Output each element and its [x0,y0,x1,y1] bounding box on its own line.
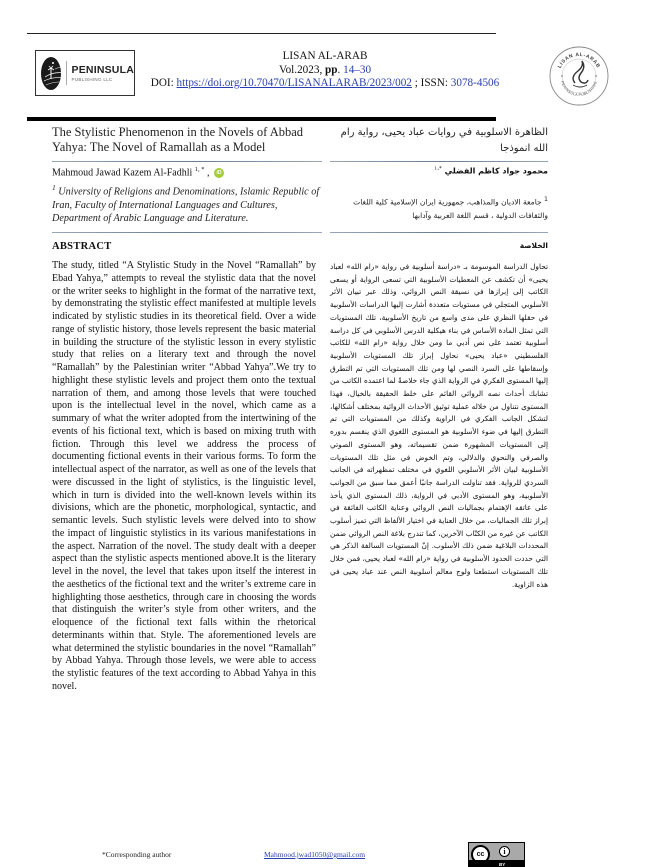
affiliation-text-en: University of Religions and Denominations, Islamic Republic of Iran, Faculty of International Languages and Cultures, Department of Arabic Language and Literature. [52,186,320,225]
author-name-en: Mahmoud Jawad Kazem Al-Fadhli [52,167,193,179]
publisher-name: PENINSULA [71,64,134,76]
pages-dot: . [337,63,344,76]
title-divider-en [52,161,322,162]
license-badge-bottom-bar [469,860,524,866]
volume-text: Vol.2023, [278,63,326,76]
abstract-heading-ar: الخلاصة [519,241,548,250]
publisher-name-block [72,64,134,82]
journal-info [140,50,510,91]
seal-bottom-text: PENINSULA PUBLISHING [560,80,598,98]
affiliation-divider-ar [330,232,548,233]
affiliation-divider-en [52,232,322,233]
author-name-ar: محمود جواد كاظم الفضلي [444,166,548,176]
title-divider-ar [330,161,548,162]
issn-label: ; ISSN: [411,77,451,89]
publisher-subtitle: PUBLISHING LLC [71,77,113,82]
affiliation-ar [330,193,548,222]
header-top-rule-right [27,33,496,34]
seal-top-text: LISAN AL-ARAB [556,51,602,70]
corresponding-author-note: *Corresponding author [102,850,172,859]
peninsula-publisher-logo [35,50,135,96]
author-sup-en: 1, * [194,166,205,173]
journal-doi-line [140,77,510,91]
affiliation-sup-ar: 1 [544,196,548,203]
article-title-en: The Stylistic Phenomenon in the Novels of Abbad Yahya: The Novel of Ramallah as a Model [52,125,304,154]
author-ar [340,166,548,176]
affiliation-sup-en: 1 [52,183,56,192]
orcid-icon[interactable]: iD [214,168,224,178]
abstract-heading-en: ABSTRACT [52,241,112,252]
affiliation-en [52,181,322,226]
author-sup-ar: *،١ [434,166,442,172]
attribution-person-icon: i [499,846,510,857]
cc-by-license-badge[interactable] [468,842,525,867]
article-title-ar: الظاهرة الاسلوبية في روايات عباد يحيى، رواية رام الله انموذجا [340,127,548,154]
journal-volume-line [140,64,510,78]
pages-label: pp [325,63,338,76]
doi-label: DOI: [150,77,177,89]
creative-commons-icon: cc [471,845,490,864]
doi-link[interactable]: https://doi.org/10.70470/LISANALARAB/2023/002 [176,77,412,89]
peninsula-emblem-icon [41,57,61,90]
affiliation-text-ar: جامعة الاديان والمذاهب، جمهورية ايران الإسلامية كلية اللغات والثقافات الدولية ، قسم اللغة العربية وآدابها [353,197,548,220]
author-en: Mahmoud Jawad Kazem Al-Fadhli $^{1, *}$ , iD [52,166,224,178]
corresponding-author-email-link[interactable]: Mahmood.jwad1050@gmail.com [264,850,366,859]
issn-value: 3078-4506 [450,77,500,89]
abstract-body-en: The study, titled “A Stylistic Study in the Novel “Ramallah” by Ebad Yahya,” attempts to reveal the stylistic data that the novel or the writer seeks to highlight in the format of the narrative text, by demonstrating the stylistic effect manifested at multiple levels indicated by stylistic studies in its theoretical field. Over a wide range of stylistic history, those levels represent the basic material in building the structure of the stylistic lesson in every stylistic study that relies on a literary text and through the novel “Ramallah” by the Palestinian writer “Abbad Yahya”.We try to highlight these stylistic levels and project them onto the textual narration of them, and among those levels that were touched upon is the intellectual level in the novel, which came as a summary of what the writer adopted from the intertwining of the events of his fictional text, which is based on mixing truth with fiction. Through this level we address the process of documenting fictional events in their various forms. To form the intellectual aspect of the narrator, as well as one of the levels that were discussed in the light of stylistics, is the linguistic level, which in turn is divided into the well-known levels within its divisions, which are the phonetic, morphological, syntactic, and semantic levels. Such stylistic levels were delved into to show the impact of linguistic stylistics in its various manifestations in the aspect. Narration of the novel. The study dealt with a deeper aspect than the stylistic aspects mentioned above.It is the literary level in the novel, the level that takes upon itself the interest in the aesthetics of the fictional text and the writer’s extreme care in highlighting those aesthetics, through care in choosing the words that distinguish the writer’s style from other writers, and the eloquence of the fictional text falls within the rhetorical determinants within that. Style. The aforementioned levels are what determined the stylistic boundaries in the novel “Ramallah” by Abbad Yahya. Through those levels, we were able to access the stylistic features of the text according to Abbad Yahya in this novel. [52,260,316,692]
abstract-body-ar: تحاول الدراسة الموسومة بـ «دراسة أسلوبية في رواية «رام الله» لعباد يحيى» أن تكشف عن المعطيات الأسلوبية التي تسعى الرواية أو يسعى الكاتب إلى إبرازها في نسيقة النص الروائي، وذلك عبر تبيان الأثر الأسلوبي المتجلي في مستويات متعددة أشارت إليها الدراسات الأسلوبية في حقلها النظري على مدى واسع من تاريخ الأسلوبية، تلك المستويات التي تمثل المادة الأساس في بناء هيكلية الدرس الأسلوبي في كل دراسة أسلوبية تعتمد على نص أدبي ما ومن خلال رواية «رام الله» للكاتب الفلسطيني «عباد يحيى» نحاول إبراز تلك المستويات الأسلوبية وإسقاطها على السرد النصي لها ومن تلك المستويات التي تم التطرق إليها المستوى الفكري في الرواية الذي جاء خلاصةً لما اعتمده الكاتب من تشابك أحداث نصه الروائي القائم على خلط الحقيقة بالخيال، فهذا المستوى نتناول من خلاله عملية توثيق الأحداث الروائية بمختلف أشكالها، لتشكل الجانب الفكري في الراوية وكذلك من المستويات التي تم التطرق إليها في ضوء الأسلوبية هو المستوى اللغوي الذي ينقسم بدوره إلى المستويات المشهورة ضمن تقسيماته، وهو المستوى الصوتي والصرفي والنحوي والدلالي، وتم الخوض في مثل تلك المستويات الأسلوبية لبيان الأثر الأسلوبي اللغوي في مختلف تمظهراته في الجانب السردي للرواية. فقد تناولت الدراسة جانبًا أعمق مما سبق من الجوانب الأسلوبية، وهو المستوى الأدبي في الرواية، ذلك المستوى الذي يأخذ على عاتقه الإهتمام بجماليات النص الروائي وعناية الكاتب الفائقة في إبراز تلك الجماليات، من خلال العناية في اختيار الألفاظ التي تميز أسلوب الكاتب عن غيره من الكتّاب الآخرين، كما تندرج بلاغة النص الروائي ضمن المحددات البلاغية ضمن ذلك الأسلوب. إنّ المستويات السالفة الذكر هي التي حددت الحدود الأسلوبية في رواية «رام الله» لعباد يحيى، فمن خلال تلك المستويات استطعنا ولوج معالم أسلوبية النص عند عباد يحيى في هذه الزاوية. [330,262,548,589]
lisan-al-arab-seal-icon [548,45,610,107]
header-bottom-thick-rule [27,117,496,121]
pages-value: 14–30 [343,63,372,76]
logo-separator [66,61,67,85]
journal-name: LISAN AL-ARAB [282,50,368,62]
license-by-label: BY [499,862,506,867]
